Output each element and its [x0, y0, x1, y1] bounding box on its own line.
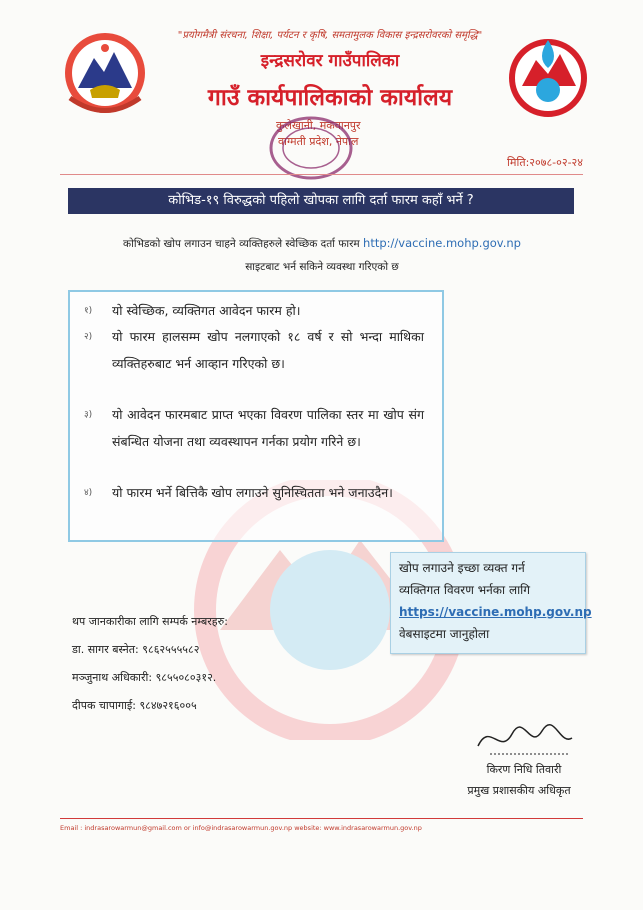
item-number: २) [84, 332, 93, 342]
item-number: ४) [84, 488, 93, 498]
item-number: १) [84, 306, 93, 316]
office-name: गाउँ कार्यपालिकाको कार्यालय [207, 85, 453, 111]
points-box [68, 290, 444, 542]
intro-line-2: साइटबाट भर्न सकिने व्यवस्था गरिएको छ [245, 261, 399, 273]
list-item [84, 480, 424, 507]
contact-list [72, 608, 228, 720]
office-address: कुलेखानी, मकवानपुर [276, 119, 361, 132]
contact-item: दीपक चापागाई: ९८४७२१६००५ [72, 699, 197, 712]
motto: "प्रयोगमैत्री संरचना, शिक्षा, पर्यटन र कृषि, समतामुलक विकास इन्द्रसरोवरको समृद्धि" [177, 30, 483, 41]
office-country: वाग्मती प्रदेश, नेपाल [278, 135, 359, 148]
nepal-emblem-icon [60, 28, 150, 118]
callout-line: खोप लगाउने इच्छा व्यक्त गर्न [399, 561, 525, 575]
signatory-title: प्रमुख प्रशासकीय अधिकृत [467, 784, 571, 797]
contact-heading: थप जानकारीका लागि सम्पर्क नम्बरहरु: [72, 615, 228, 628]
office-stamp-icon [266, 113, 359, 183]
list-item [84, 402, 424, 455]
intro-line-1 [62, 236, 582, 251]
callout-line: व्यक्तिगत विवरण भर्नका लागि [399, 583, 531, 597]
item-text: यो फारम भर्ने बित्तिकै खोप लगाउने सुनिस्चितता भने जनाउदैन। [112, 485, 393, 500]
list-item [84, 324, 424, 377]
footer-contact: Email : indrasarowarmun@gmail.com or info@indrasarowarmun.gov.np website: www.indrasarowarmun.gov.np [60, 824, 422, 832]
item-number: ३) [84, 410, 93, 420]
intro-text: कोभिडको खोप लगाउन चाहने व्यक्तिहरुले स्वेच्छिक दर्ता फारम [123, 238, 360, 250]
item-text: यो आवेदन फारमबाट प्राप्त भएका विवरण पालिका स्तर मा खोप संग संबन्धित योजना तथा व्यवस्थापन गर्नका प्रयोग गरिने छ। [112, 407, 424, 449]
footer-divider [60, 818, 583, 819]
title-banner: कोभिड-१९ विरुद्धको पहिलो खोपका लागि दर्ता फारम कहाँ भर्ने ? [68, 188, 574, 214]
signatory-name: किरण निधि तिवारी [486, 763, 562, 776]
letter-date: मिति:२०७८-०२-२४ [507, 156, 583, 169]
callout-link[interactable]: https://vaccine.mohp.gov.np [399, 605, 592, 619]
list-item [84, 298, 424, 325]
item-text: यो फारम हालसम्म खोप नलगाएको १८ वर्ष र सो भन्दा माथिका व्यक्तिहरुबाट भर्न आव्हान गरिएको छ। [112, 329, 424, 371]
callout-box [390, 552, 592, 654]
header-divider [60, 174, 583, 175]
contact-item: डा. सागर बस्नेत: ९८६२५५५५८२ [72, 643, 200, 656]
item-text: यो स्वेच्छिक, व्यक्तिगत आवेदन फारम हो। [112, 303, 301, 318]
municipality-logo-icon [508, 30, 588, 120]
callout-line: वेबसाइटमा जानुहोला [399, 627, 490, 641]
contact-item: मञ्जुनाथ अधिकारी: ९८५५०८०३१२. [72, 671, 217, 684]
signature-icon [470, 716, 580, 764]
municipality-name: इन्द्रसरोवर गाउँपालिका [260, 51, 400, 71]
vaccine-link[interactable]: http://vaccine.mohp.gov.np [363, 236, 521, 250]
